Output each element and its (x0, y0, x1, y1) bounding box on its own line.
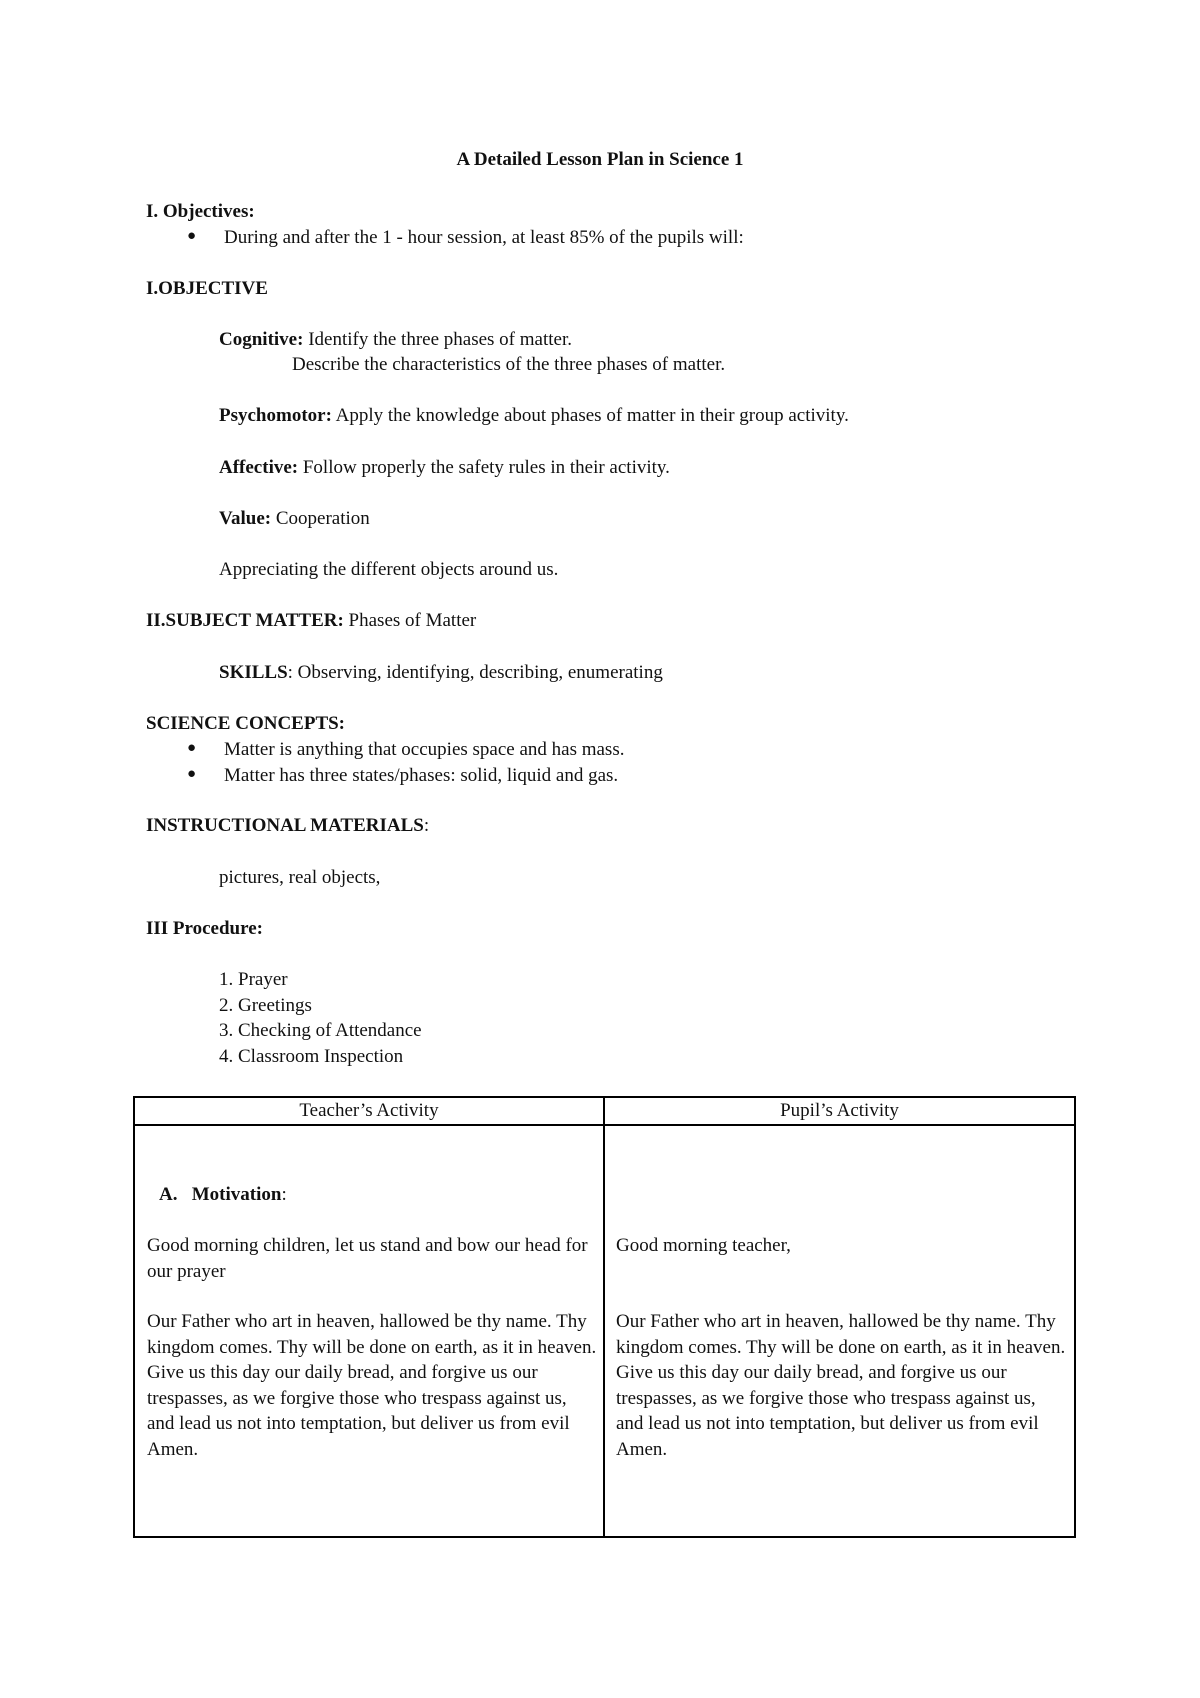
bullet-icon: ● (187, 740, 197, 756)
value-label: Value: (219, 508, 272, 529)
activity-table (133, 1096, 1076, 1538)
psychomotor-text: Apply the knowledge about phases of matter in their group activity. (335, 405, 849, 426)
affective-text: Follow properly the safety rules in their activity. (302, 457, 670, 478)
cognitive-text-2: Describe the characteristics of the three phases of matter. (292, 354, 726, 375)
motivation-letter: A. (159, 1184, 178, 1205)
teacher-activity-cell (134, 1125, 604, 1537)
appreciating-text: Appreciating the different objects around us. (219, 559, 559, 580)
motivation-heading (159, 1182, 287, 1208)
table-header-row (134, 1097, 1075, 1125)
psychomotor-label: Psychomotor: (219, 405, 332, 426)
science-concepts-heading: SCIENCE CONCEPTS: (146, 713, 346, 734)
science-concept-item: Matter has three states/phases: solid, liquid and gas. (224, 765, 619, 786)
skills-line (219, 660, 663, 686)
page-title: A Detailed Lesson Plan in Science 1 (456, 149, 744, 170)
psychomotor-line (219, 403, 849, 429)
instructional-materials-text: pictures, real objects, (219, 867, 381, 888)
instructional-materials-line (146, 813, 429, 839)
procedure-item: 3. Checking of Attendance (219, 1020, 422, 1041)
pupil-activity-header: Pupil’s Activity (604, 1097, 1075, 1125)
pupil-activity-cell (604, 1125, 1075, 1537)
bullet-icon: ● (187, 228, 197, 244)
pupil-prayer-text: Our Father who art in heaven, hallowed be thy name. Thy kingdom comes. Thy will be done on earth, as it in heaven. Give us this day our daily bread, and forgive us our trespasses, as we forgive those who trespass against us, and lead us not into temptation, but deliver us from evil Amen. (616, 1311, 1066, 1460)
skills-label: SKILLS (219, 662, 288, 683)
skills-text: : Observing, identifying, describing, enumerating (287, 662, 663, 683)
objective-heading: I.OBJECTIVE (146, 278, 268, 299)
objectives-bullet-text: During and after the 1 - hour session, at least 85% of the pupils will: (224, 227, 744, 248)
cognitive-text: Identify the three phases of matter. (308, 329, 572, 350)
instructional-materials-colon: : (423, 815, 430, 836)
teacher-prayer-text: Our Father who art in heaven, hallowed be thy name. Thy kingdom comes. Thy will be done on earth, as it in heaven. Give us this day our daily bread, and forgive us our trespasses, as we forgive those who trespass against us, and lead us not into temptation, but deliver us from evil Amen. (147, 1311, 597, 1460)
cognitive-label: Cognitive: (219, 329, 304, 350)
affective-line (219, 455, 670, 481)
cognitive-line (219, 327, 572, 353)
procedure-item: 1. Prayer (219, 969, 288, 990)
instructional-materials-heading: INSTRUCTIONAL MATERIALS (146, 815, 424, 836)
procedure-item: 2. Greetings (219, 995, 312, 1016)
subject-matter-label: II.SUBJECT MATTER: (146, 610, 344, 631)
value-text: Cooperation (275, 508, 370, 529)
bullet-icon: ● (187, 766, 197, 782)
motivation-label: Motivation (191, 1184, 282, 1205)
pupil-greeting-text: Good morning teacher, (616, 1235, 791, 1256)
procedure-item: 4. Classroom Inspection (219, 1046, 404, 1067)
subject-matter-line (146, 608, 476, 634)
procedure-heading: III Procedure: (146, 918, 263, 939)
motivation-colon: : (281, 1184, 287, 1205)
science-concept-item: Matter is anything that occupies space and has mass. (224, 739, 625, 760)
subject-matter-text: Phases of Matter (348, 610, 477, 631)
teacher-activity-header: Teacher’s Activity (134, 1097, 604, 1125)
affective-label: Affective: (219, 457, 299, 478)
value-line (219, 506, 370, 532)
objectives-heading: I. Objectives: (146, 201, 255, 222)
teacher-greeting-text: Good morning children, let us stand and bow our head for our prayer (147, 1235, 588, 1282)
table-row (134, 1125, 1075, 1537)
